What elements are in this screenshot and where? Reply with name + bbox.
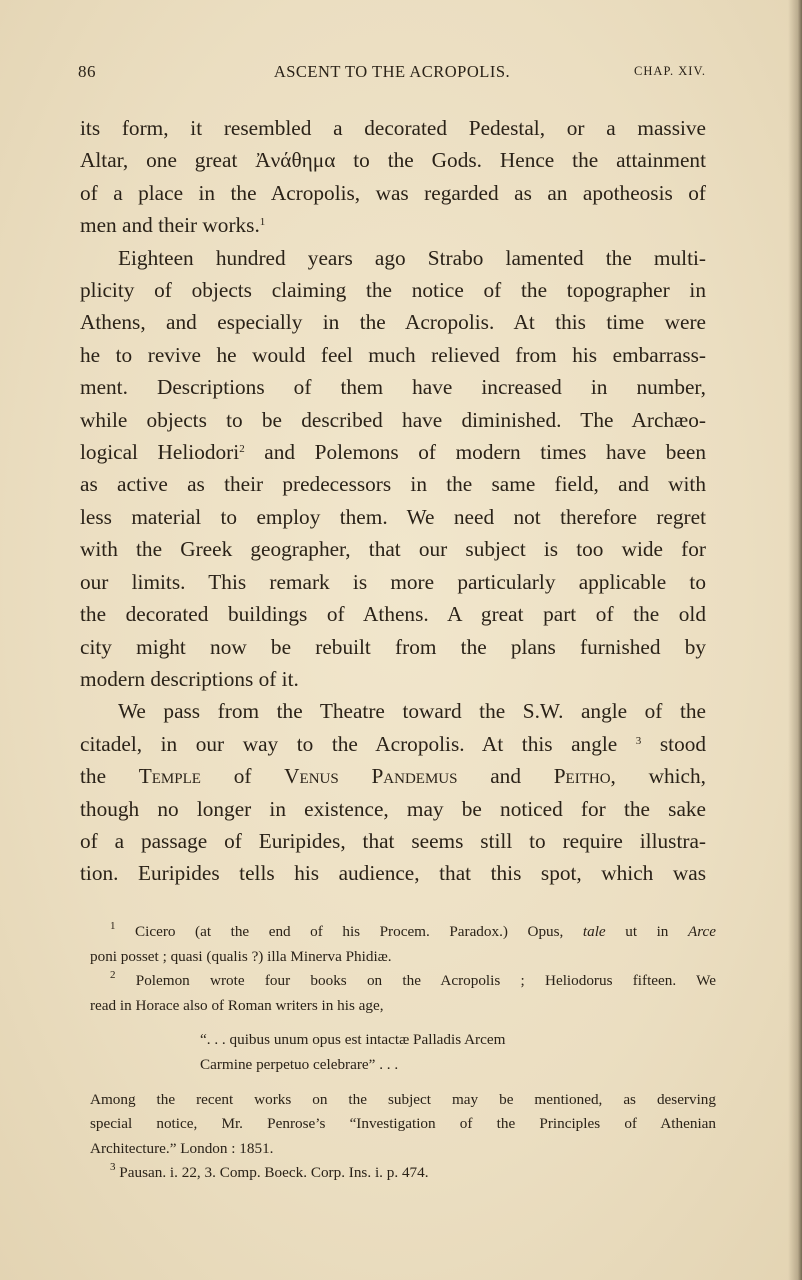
footnote-mark: 2 [239, 443, 245, 456]
footnote-para: special notice, Mr. Penrose’s “Investigation of the Principles of Athenian [90, 1115, 716, 1133]
body-line: plicity of objects claiming the notice of the topographer in [80, 278, 706, 303]
body-text-span: and [490, 764, 521, 789]
footnote-2 [90, 969, 716, 994]
footnote-1-cont: poni posset ; quasi (qualis ?) illa Minerva Phidiæ. [90, 947, 392, 965]
body-line: Eighteen hundred years ago Strabo lamented the multi- [118, 245, 706, 270]
quote-line: Carmine perpetuo celebrare” . . . [200, 1055, 399, 1073]
chapter-label: CHAP. XIV. [634, 64, 706, 78]
body-text-span: stood [659, 731, 707, 756]
footnote-number: 2 [110, 969, 116, 982]
footnote-italic: tale [582, 923, 606, 940]
body-text [80, 112, 706, 890]
page-number: 86 [78, 62, 96, 81]
spacer [90, 1078, 716, 1088]
body-line: tion. Euripides tells his audience, that this spot, which was [80, 861, 706, 886]
footnote-para: Among the recent works on the subject may be mentioned, as deserving [90, 1090, 716, 1108]
body-line: less material to employ them. We need not therefore regret [80, 504, 706, 529]
body-line: while objects to be described have diminished. The Archæo- [80, 407, 706, 432]
page-edge-shadow [788, 0, 802, 1280]
footnote-number: 3 [110, 1161, 116, 1174]
footnote-mark: 1 [259, 216, 266, 229]
footnotes [90, 920, 716, 1186]
footnote-text: Cicero (at the end of his Procem. Paradox.) Opus, [135, 923, 564, 940]
footnote-para: Architecture.” London : 1851. [90, 1139, 274, 1157]
body-line [80, 760, 706, 792]
body-text-span: logical Heliodori [80, 440, 240, 465]
quote-line: “. . . quibus unum opus est intactæ Palladis Arcem [200, 1031, 506, 1049]
body-line: its form, it resembled a decorated Pedestal, or a massive [80, 116, 706, 140]
running-header [78, 62, 706, 88]
body-line [80, 728, 706, 760]
body-line: Altar, one great Ἀνάθημα to the Gods. Hence the attainment [80, 148, 706, 173]
body-text-span: and Polemons of modern times have been [264, 440, 707, 465]
body-line: he to revive he would feel much relieved from his embarrass- [80, 342, 706, 367]
deity-name: Venus Pandemus [284, 764, 458, 789]
body-line: We pass from the Theatre toward the S.W. angle of the [118, 699, 706, 724]
body-line [80, 209, 706, 241]
body-line: modern descriptions of it. [80, 666, 299, 691]
body-line: the decorated buildings of Athens. A great part of the old [80, 602, 706, 627]
footnote-text: Pausan. i. 22, 3. Comp. Boeck. Corp. Ins. i. p. 474. [119, 1164, 429, 1182]
running-title: ASCENT TO THE ACROPOLIS. [273, 62, 511, 81]
body-line: as active as their predecessors in the same field, and with [80, 472, 706, 497]
footnote-1 [90, 920, 716, 945]
body-text-span: the [80, 764, 107, 789]
spacer [90, 1018, 716, 1028]
body-text-span: citadel, in our way to the Acropolis. At this angle [80, 731, 618, 756]
body-line: our limits. This remark is more particularly applicable to [80, 569, 706, 594]
temple-name: Temple [138, 764, 201, 789]
body-line: of a passage of Euripides, that seems still to require illustra- [80, 828, 706, 853]
footnote-text: ut in [625, 923, 669, 940]
body-line: city might now be rebuilt from the plans furnished by [80, 634, 706, 659]
body-line [80, 436, 706, 468]
body-text-span: men and their works. [80, 213, 260, 238]
footnote-3 [90, 1161, 716, 1186]
footnote-italic: Arce [687, 923, 717, 940]
footnote-text: Polemon wrote four books on the Acropolis ; Heliodorus fifteen. We [135, 972, 716, 990]
body-text-span: of [233, 764, 252, 789]
body-line: Athens, and especially in the Acropolis. At this time were [80, 310, 706, 335]
footnote-2-cont: read in Horace also of Roman writers in his age, [90, 996, 384, 1014]
deity-name: Peitho [553, 764, 611, 789]
body-line: though no longer in existence, may be noticed for the sake [80, 796, 706, 821]
footnote-number: 1 [110, 920, 116, 932]
body-line: with the Greek geographer, that our subject is too wide for [80, 537, 706, 562]
body-line: of a place in the Acropolis, was regarded as an apotheosis of [80, 180, 706, 205]
body-text-span: , which, [610, 764, 706, 789]
footnote-mark: 3 [635, 734, 642, 747]
body-line: ment. Descriptions of them have increased in number, [80, 375, 706, 400]
